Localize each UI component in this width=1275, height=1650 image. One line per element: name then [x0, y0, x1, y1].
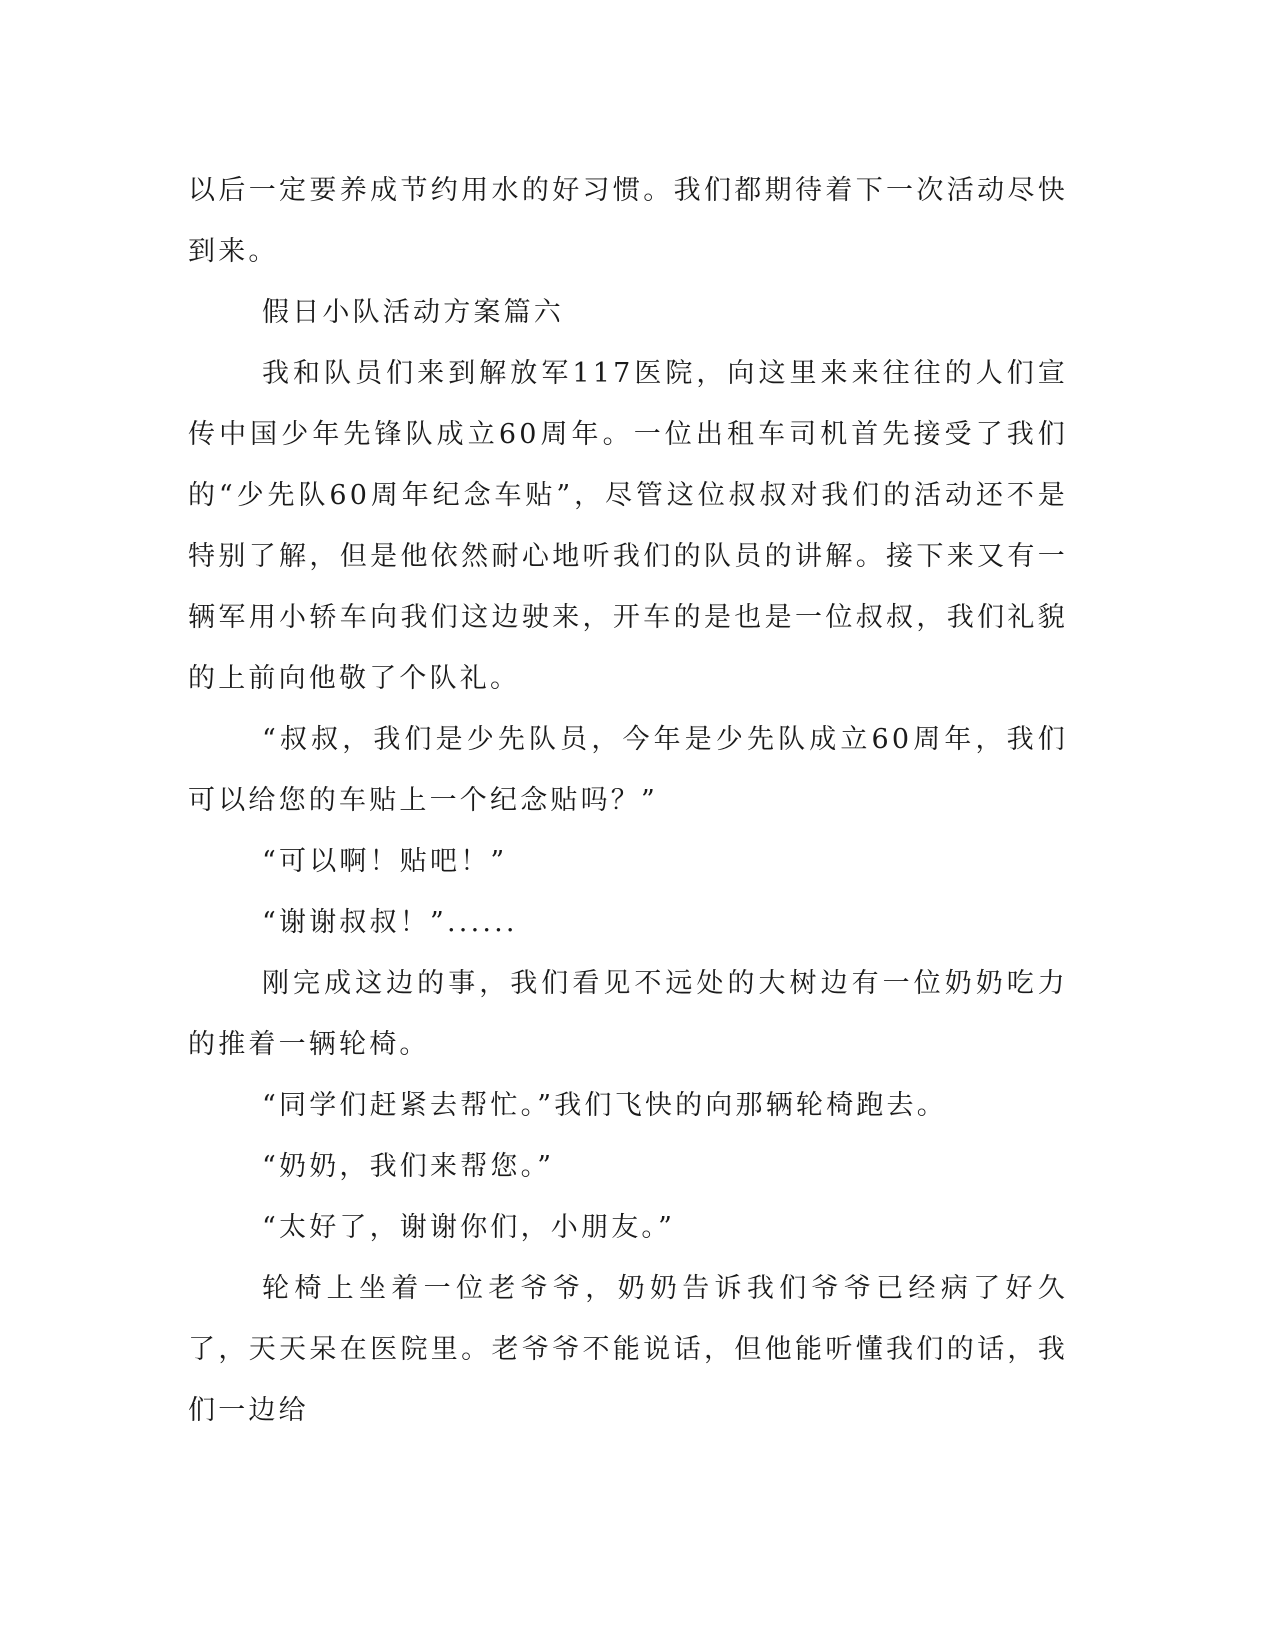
dialogue-paragraph: “同学们赶紧去帮忙。”我们飞快的向那辆轮椅跑去。 [262, 1090, 947, 1121]
paragraph: 轮椅上坐着一位老爷爷，奶奶告诉我们爷爷已经病了好久了，天天呆在医院里。老爷爷不能说话，但他能听懂我们的话，我们一边给 [188, 1273, 1068, 1426]
dialogue-paragraph: “可以啊！贴吧！” [262, 846, 508, 877]
paragraph: 我和队员们来到解放军117医院，向这里来来往往的人们宣传中国少年先锋队成立60周年。一位出租车司机首先接受了我们的“少先队60周年纪念车贴”，尽管这位叔叔对我们的活动还不是特别了解，但是他依然耐心地听我们的队员的讲解。接下来又有一辆军用小轿车向我们这边驶来，开车的是也是一位叔叔，我们礼貌的上前向他敬了个队礼。 [188, 358, 1068, 694]
dialogue-paragraph: “叔叔，我们是少先队员，今年是少先队成立60周年，我们可以给您的车贴上一个纪念贴吗？” [188, 724, 1068, 816]
paragraph: 刚完成这边的事，我们看见不远处的大树边有一位奶奶吃力的推着一辆轮椅。 [188, 968, 1068, 1060]
dialogue-paragraph: “谢谢叔叔！”...... [262, 907, 518, 938]
document-body [188, 160, 1068, 1441]
paragraph-continuation: 以后一定要养成节约用水的好习惯。我们都期待着下一次活动尽快到来。 [188, 175, 1068, 267]
dialogue-paragraph: “奶奶，我们来帮您。” [262, 1151, 555, 1182]
dialogue-paragraph: “太好了，谢谢你们，小朋友。” [262, 1212, 676, 1243]
section-heading: 假日小队活动方案篇六 [262, 297, 564, 328]
